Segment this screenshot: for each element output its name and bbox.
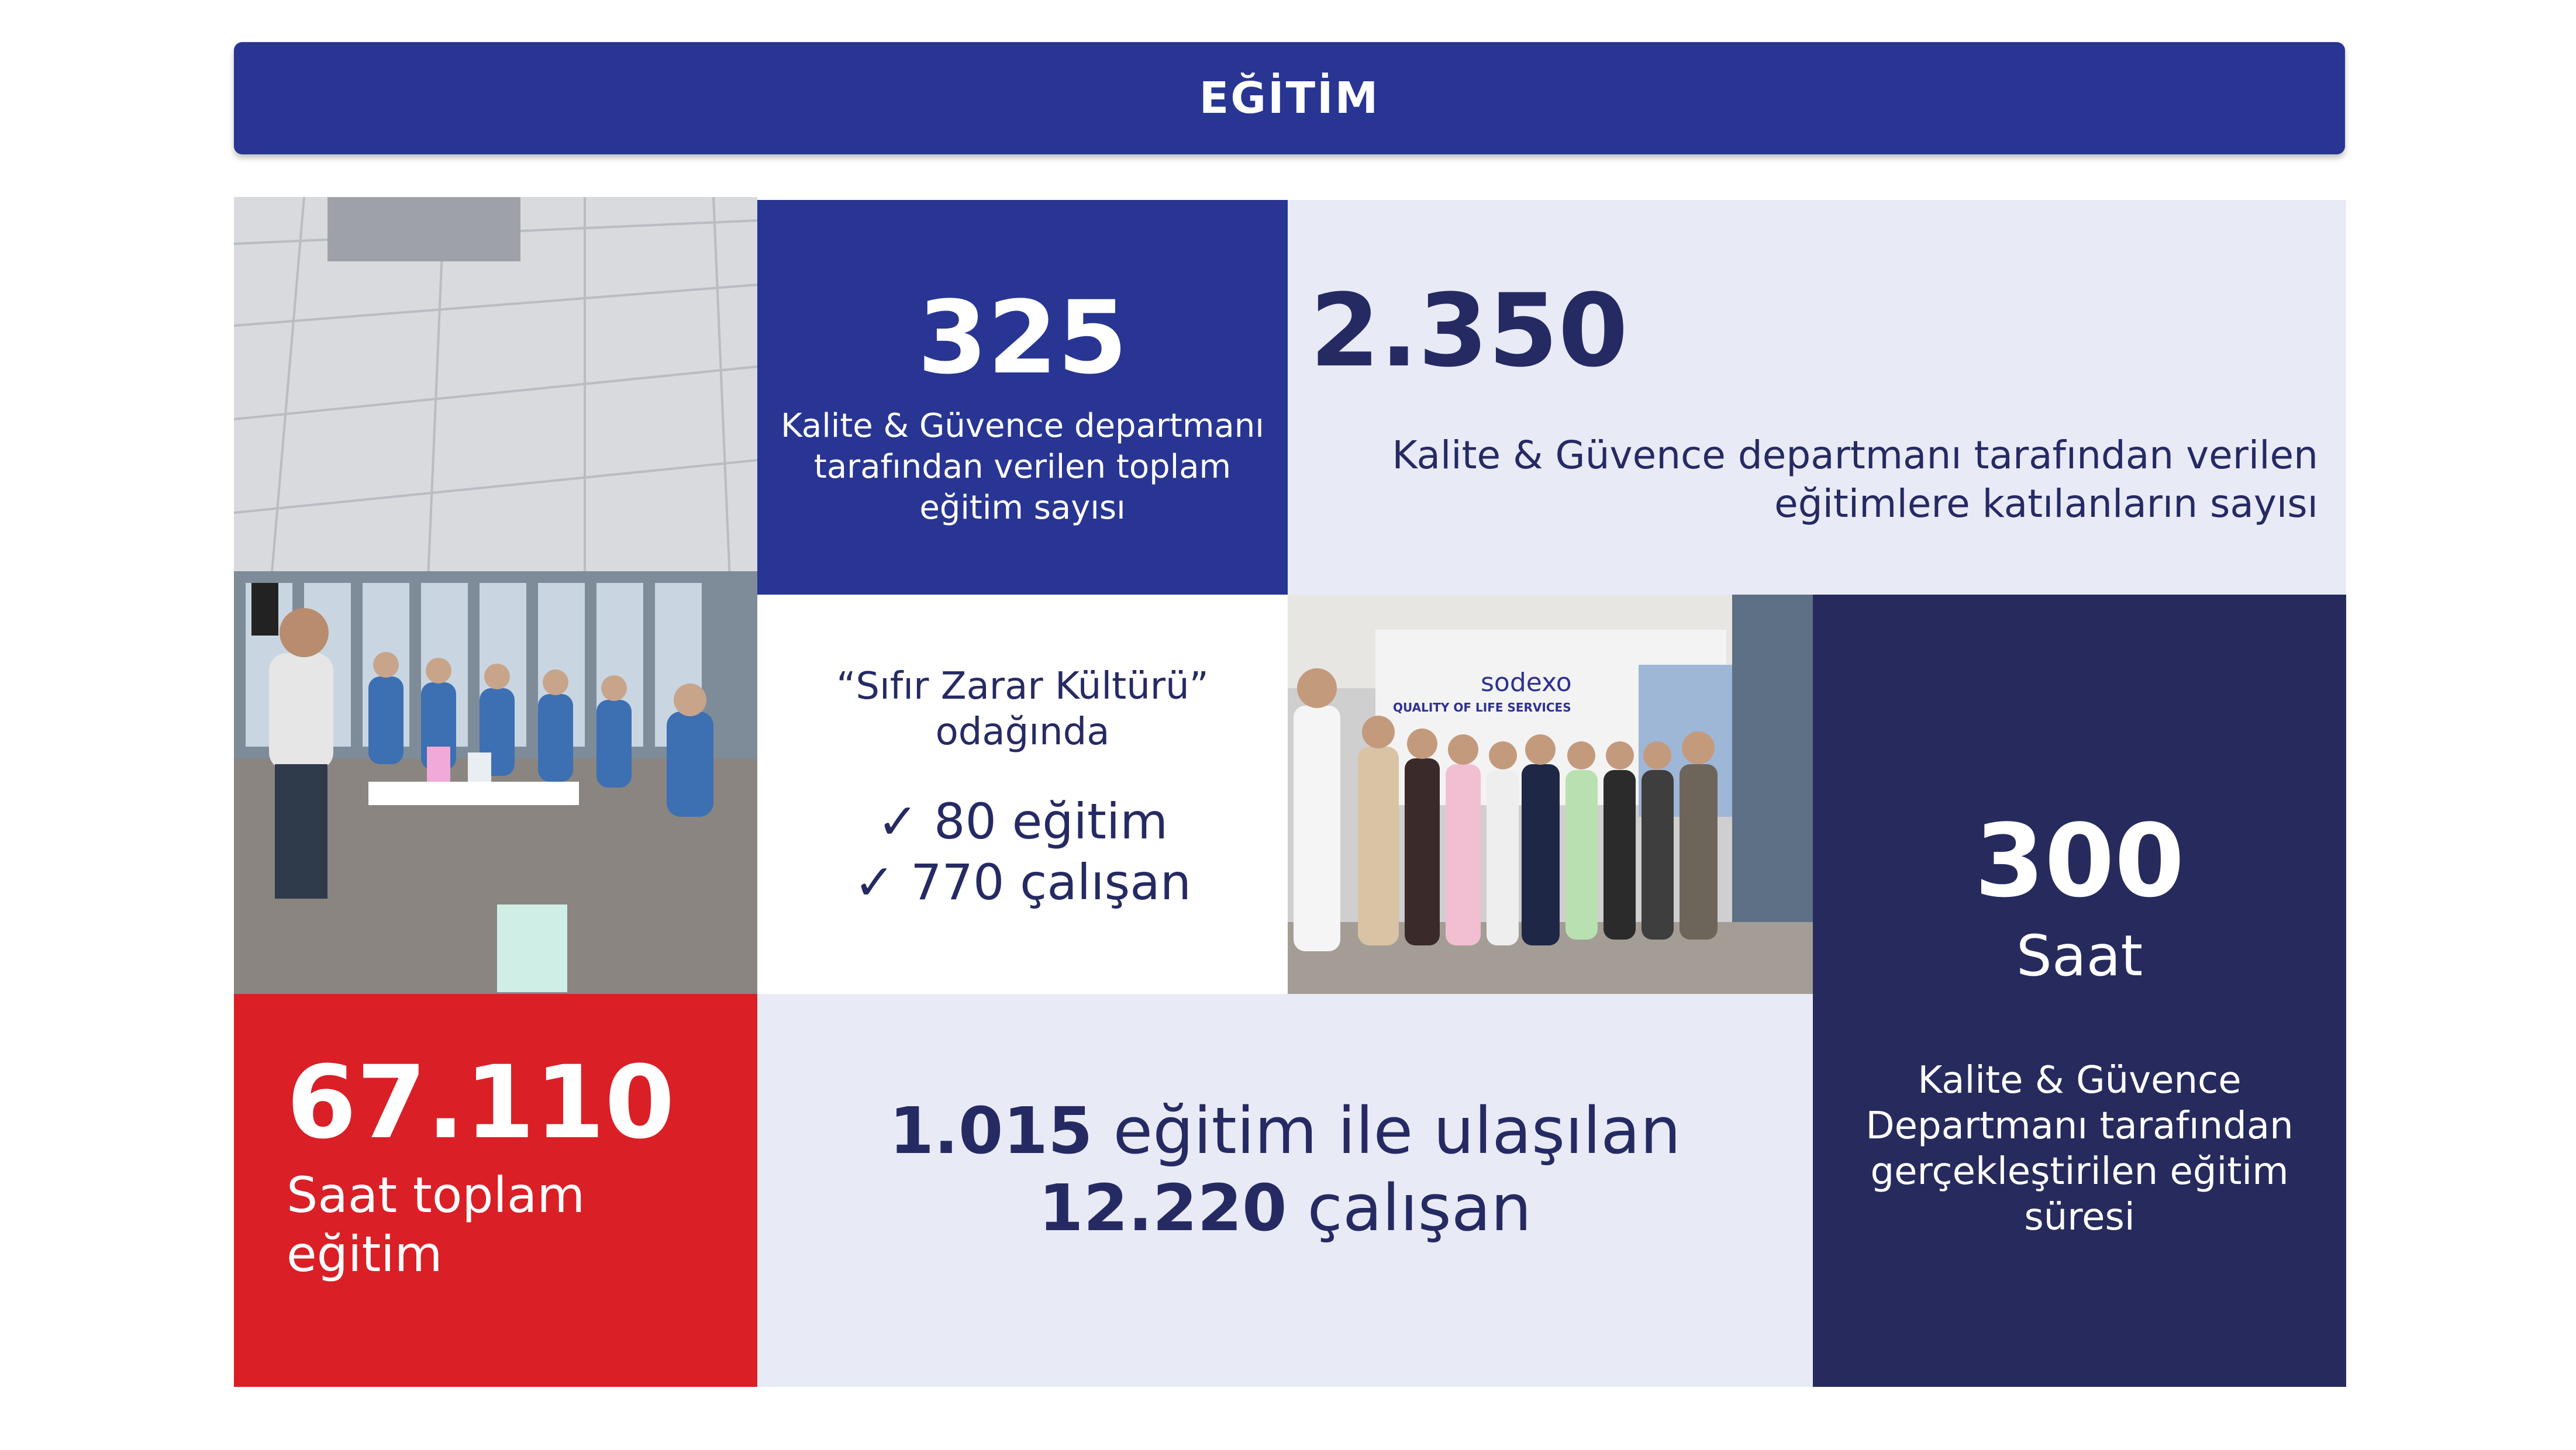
reach-trainings-value: 1.015 <box>889 1093 1093 1168</box>
trainings-count-value: 325 <box>917 279 1128 396</box>
trainings-count-tile <box>757 200 1288 595</box>
training-hours-description: Kalite & Güvence Departmanı tarafından gerçekleştirilen eğitim süresi <box>1865 1059 2294 1240</box>
participants-value: 2.350 <box>1310 272 1629 389</box>
participants-tile <box>1288 200 2346 595</box>
header-bar <box>234 42 2345 154</box>
training-hours-unit: Saat <box>2016 923 2143 989</box>
training-classroom-photo <box>234 197 757 994</box>
check-item-employees: ✓ 770 çalışan <box>854 854 1191 912</box>
check-item-trainings: ✓ 80 eğitim <box>877 793 1168 851</box>
zero-harm-quote: “Sıfır Zarar Kültürü” odağında <box>836 665 1209 754</box>
reach-employees-value: 12.220 <box>1039 1171 1287 1245</box>
page-title: EĞİTİM <box>1199 73 1380 123</box>
training-hours-value: 300 <box>1974 802 2185 920</box>
training-hours-tile <box>1813 595 2346 1387</box>
total-hours-tile <box>234 994 757 1387</box>
participants-description: Kalite & Güvence departmanı tarafından verilen eğitimlere katılanların sayısı <box>1392 433 2318 526</box>
sodexo-sign-brand: sodexo <box>1481 668 1572 698</box>
zero-harm-checklist <box>757 791 1288 913</box>
reach-line-employees: 12.220 çalışan <box>1039 1171 1532 1245</box>
sodexo-sign-tagline: QUALITY OF LIFE SERVICES <box>1393 700 1571 714</box>
zero-harm-tile <box>757 595 1288 994</box>
total-hours-value: 67.110 <box>287 1044 675 1161</box>
group-photo <box>1288 595 1813 994</box>
reach-tile <box>757 994 1813 1387</box>
total-hours-description: Saat toplam eğitim <box>287 1166 585 1283</box>
reach-line-trainings: 1.015 eğitim ile ulaşılan <box>889 1093 1681 1168</box>
trainings-count-description: Kalite & Güvence departmanı tarafından verilen toplam eğitim sayısı <box>781 407 1264 527</box>
